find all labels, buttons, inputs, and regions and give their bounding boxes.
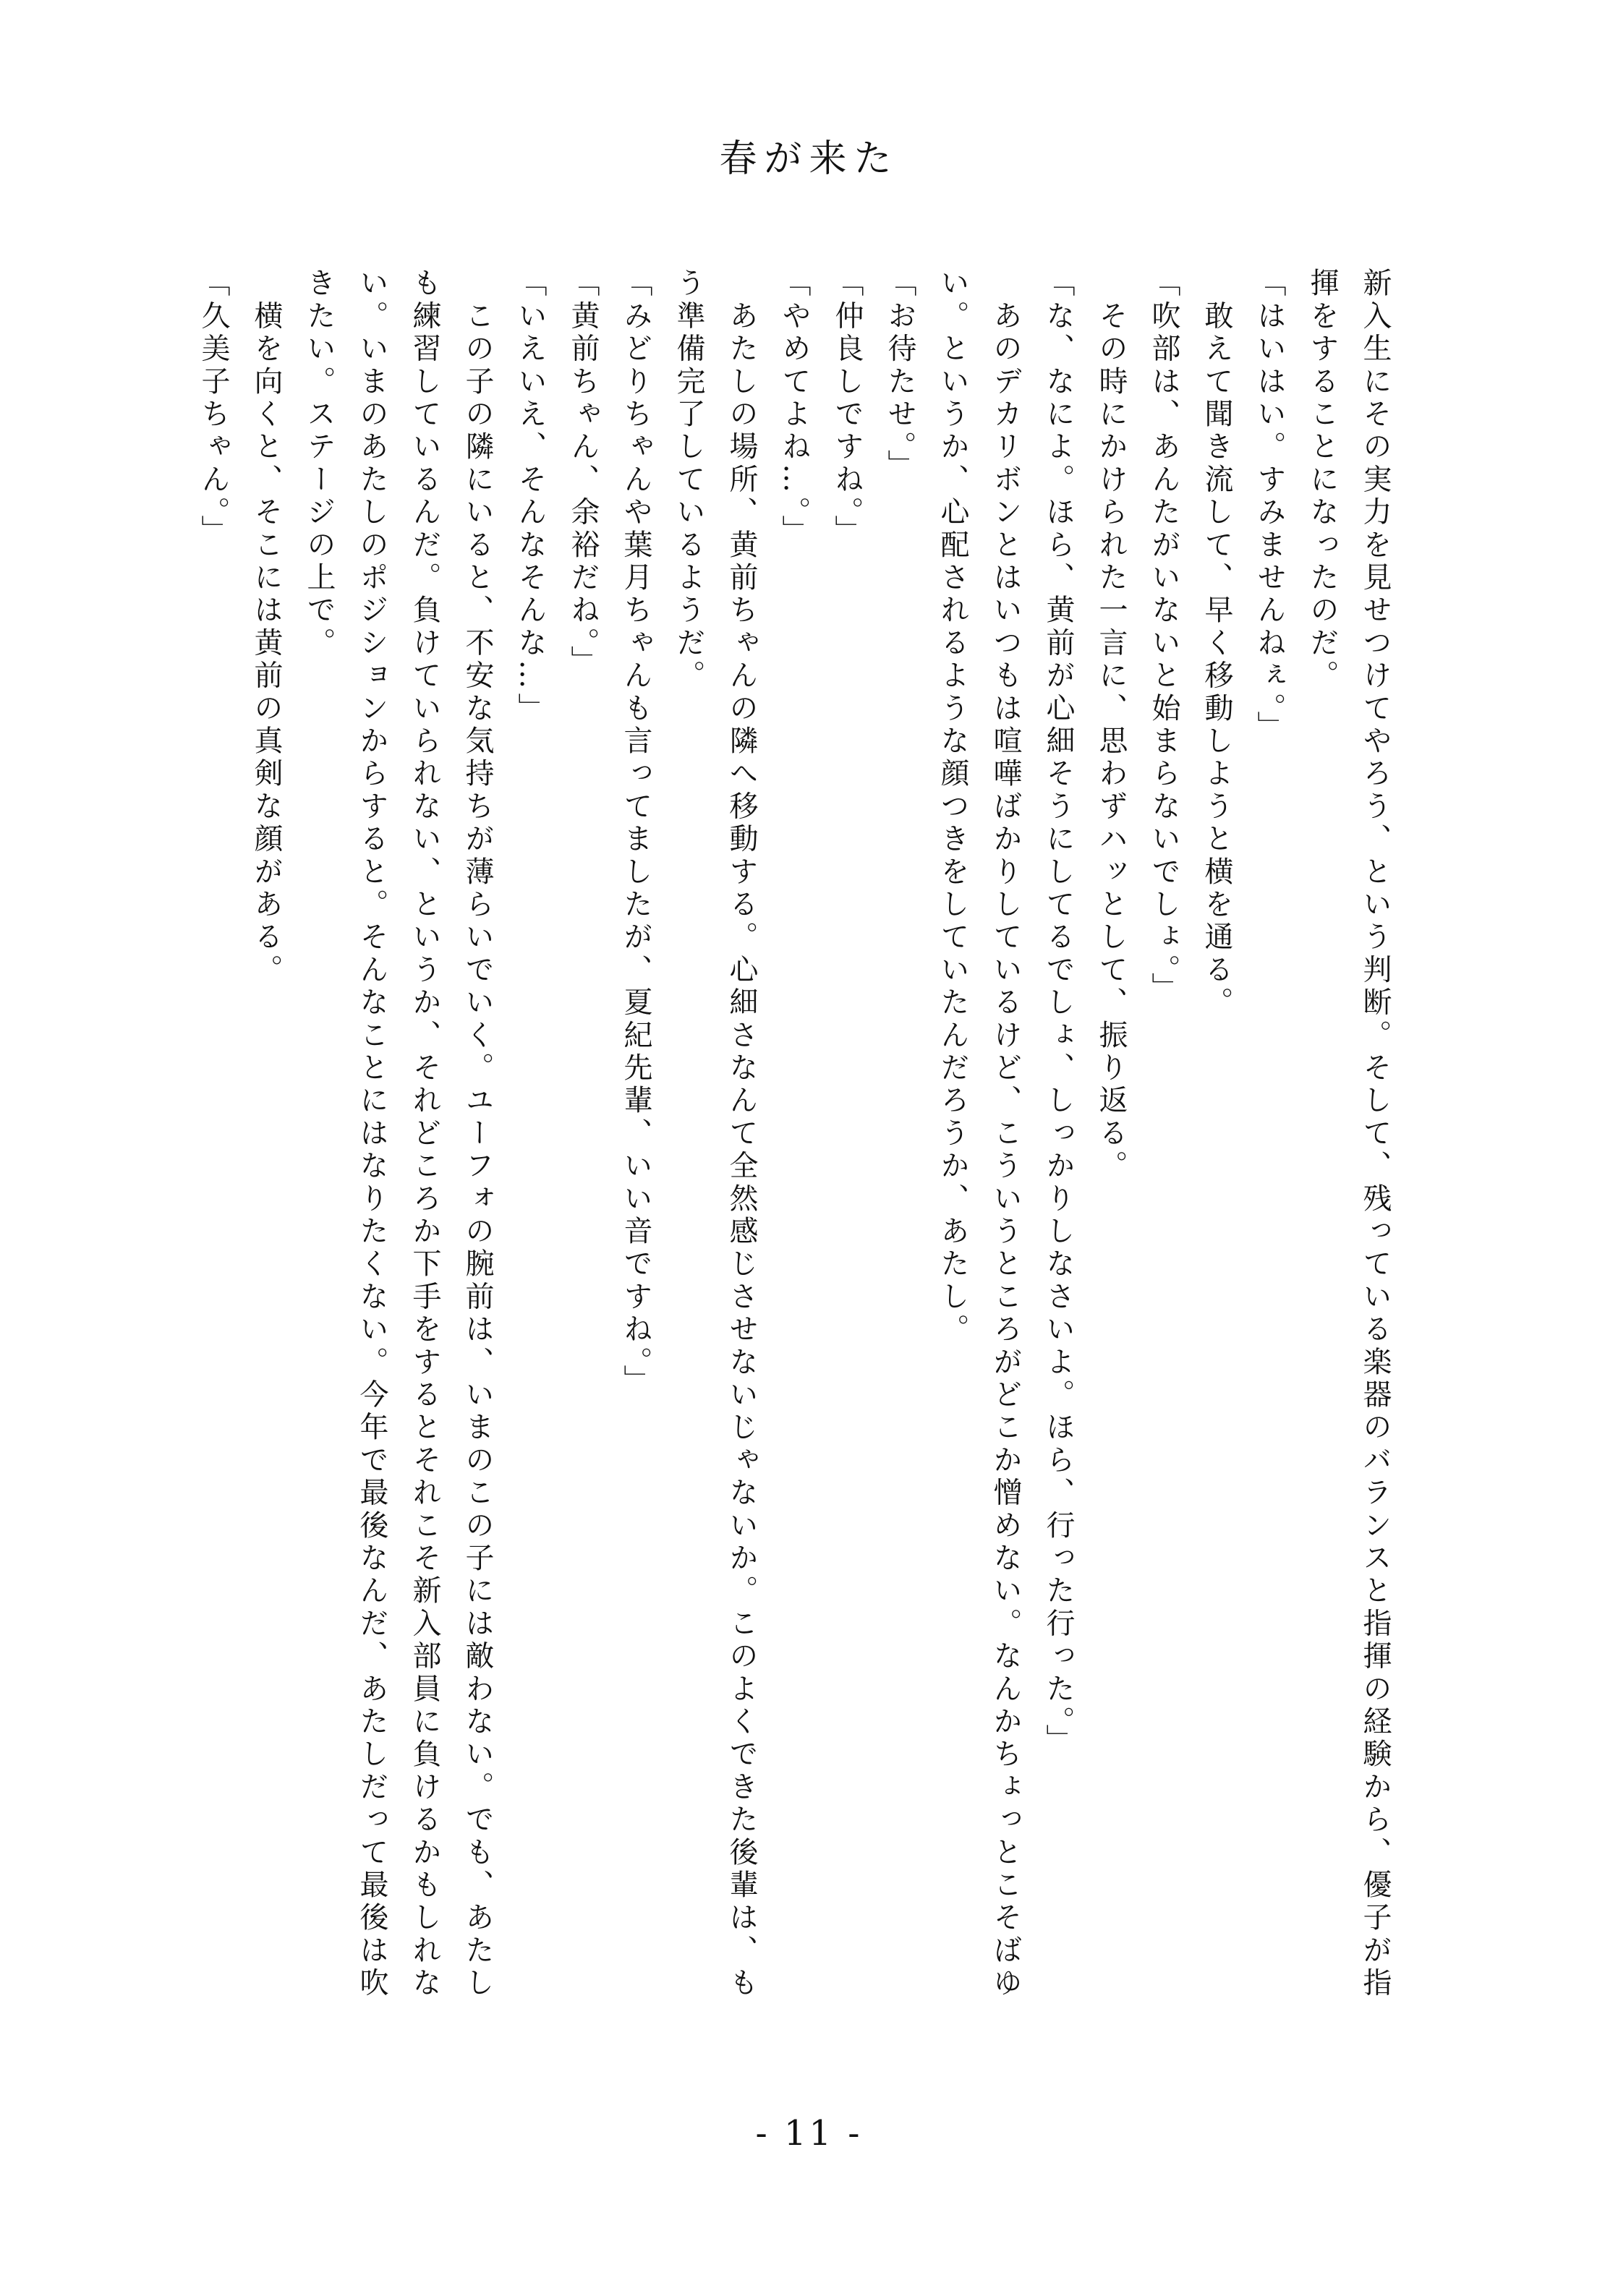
paragraph: 「仲良しですね。」 <box>830 268 864 547</box>
paragraph: 「みどりちゃんや葉月ちゃんも言ってましたが、夏紀先輩、いい音ですね。」 <box>619 268 652 1397</box>
body-text <box>197 268 1401 2018</box>
paragraph: その時にかけられた一言に、思わずハッとして、振り返る。 <box>1094 268 1128 1183</box>
paragraph: この子の隣にいると、不安な気持ちが薄らいでいく。ユーフォの腕前は、いまのこの子には敵わない。でも、あたしも練習しているんだ。負けていられない、というか、それどころか下手をするとそれこそ新入部員に負けるかもしれない。いまのあたしのポジションからすると。そんなことにはなりたくない。今年で最後なんだ、あたしだって最後は吹きたい。ステージの上で。 <box>302 268 494 2000</box>
paragraph: あたしの場所、黄前ちゃんの隣へ移動する。心細さなんて全然感じさせないじゃないか。このよくできた後輩は、もう準備完了しているようだ。 <box>672 268 758 2000</box>
paragraph: 「いえいえ、そんなそんな…」 <box>514 268 547 725</box>
paragraph: あのデカリボンとはいつもは喧嘩ばかりしているけど、こういうところがどこか憎めない。なんかちょっとこそばゆい。というか、心配されるような顔つきをしていたんだろうか、あたし。 <box>936 268 1022 2000</box>
paragraph: 敢えて聞き流して、早く移動しようと横を通る。 <box>1200 268 1233 1020</box>
paragraph: 「久美子ちゃん。」 <box>197 268 230 547</box>
paragraph: 「やめてよね…。」 <box>778 268 811 547</box>
paragraph: 新入生にその実力を見せつけてやろう、という判断。そして、残っている楽器のバランスと指揮の経験から、優子が指揮をすることになったのだ。 <box>1306 268 1392 2000</box>
paragraph: 横を向くと、そこには黄前の真剣な顔がある。 <box>250 268 283 987</box>
paragraph: 「黄前ちゃん、余裕だね。」 <box>566 268 600 678</box>
page-title: 春が来た <box>719 137 899 181</box>
paragraph: 「お待たせ。」 <box>883 268 916 482</box>
paragraph: 「な、なによ。ほら、黄前が心細そうにしてるでしょ、しっかりしなさいよ。ほら、行った行った。」 <box>1042 268 1075 1757</box>
paragraph: 「吹部は、あんたがいないと始まらないでしょ。」 <box>1147 268 1180 1005</box>
paragraph: 「はいはい。すみませんねぇ。」 <box>1253 268 1286 743</box>
page-number: - 11 - <box>755 2113 863 2154</box>
